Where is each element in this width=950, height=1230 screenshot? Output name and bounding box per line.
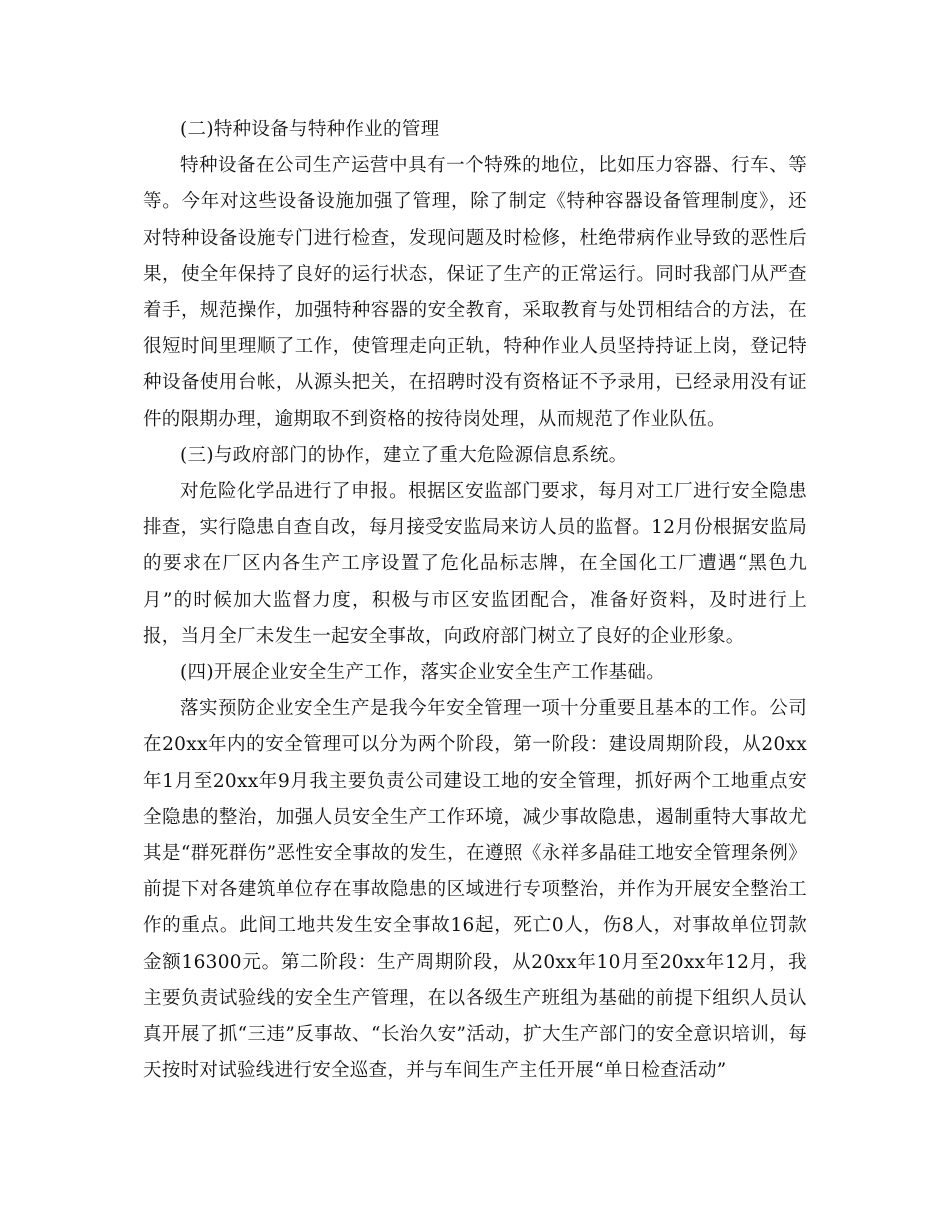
section-heading-safety-production: (四)开展企业安全生产工作，落实企业安全生产工作基础。 xyxy=(180,662,666,684)
section-heading-special-equipment: (二)特种设备与特种作业的管理 xyxy=(180,119,440,140)
paragraph-government-cooperation: 对危险化学品进行了申报。根据区安监部门要求，每月对工厂进行安全隐患排查，实行隐患自查自改，每月接受安监局来访人员的监督。12月份根据安监局的要求在厂区内各生产工序设置了危化品标志牌，在全国化工厂遭遇“黑色九月”的时候加大监督力度，积极与市区安监团配合，准备好资料，及时进行上报，当月全厂未发生一起安全事故，向政府部门树立了良好的企业形象。 xyxy=(143,481,807,647)
section-heading-government-cooperation: (三)与政府部门的协作，建立了重大危险源信息系统。 xyxy=(180,444,628,466)
document-page xyxy=(143,112,807,1089)
paragraph-special-equipment: 特种设备在公司生产运营中具有一个特殊的地位，比如压力容器、行车、等等。今年对这些设备设施加强了管理，除了制定《特种容器设备管理制度》，还对特种设备设施专门进行检查，发现问题及时检修，杜绝带病作业导致的恶性后果，使全年保持了良好的运行状态，保证了生产的正常运行。同时我部门从严查着手，规范操作，加强特种容器的安全教育，采取教育与处罚相结合的方法，在很短时间里理顺了工作，使管理走向正轨，特种作业人员坚持持证上岗，登记特种设备使用台帐，从源头把关，在招聘时没有资格证不予录用，已经录用没有证件的限期办理，逾期取不到资格的按待岗处理，从而规范了作业队伍。 xyxy=(143,155,807,430)
paragraph-safety-production: 落实预防企业安全生产是我今年安全管理一项十分重要且基本的工作。公司在20xx年内的安全管理可以分为两个阶段，第一阶段：建设周期阶段，从20xx年1月至20xx年9月我主要负责公司建设工地的安全管理，抓好两个工地重点安全隐患的整治，加强人员安全生产工作环境，减少事故隐患，遏制重特大事故尤其是“群死群伤”恶性安全事故的发生，在遵照《永祥多晶硅工地安全管理条例》前提下对各建筑单位存在事故隐患的区域进行专项整治，并作为开展安全整治工作的重点。此间工地共发生安全事故16起，死亡0人，伤8人，对事故单位罚款金额16300元。第二阶段：生产周期阶段，从20xx年10月至20xx年12月，我主要负责试验线的安全生产管理，在以各级生产班组为基础的前提下组织人员认真开展了抓“三违”反事故、“长治久安”活动，扩大生产部门的安全意识培训，每天按时对试验线进行安全巡查，并与车间生产主任开展“单日检查活动” xyxy=(143,698,807,1082)
